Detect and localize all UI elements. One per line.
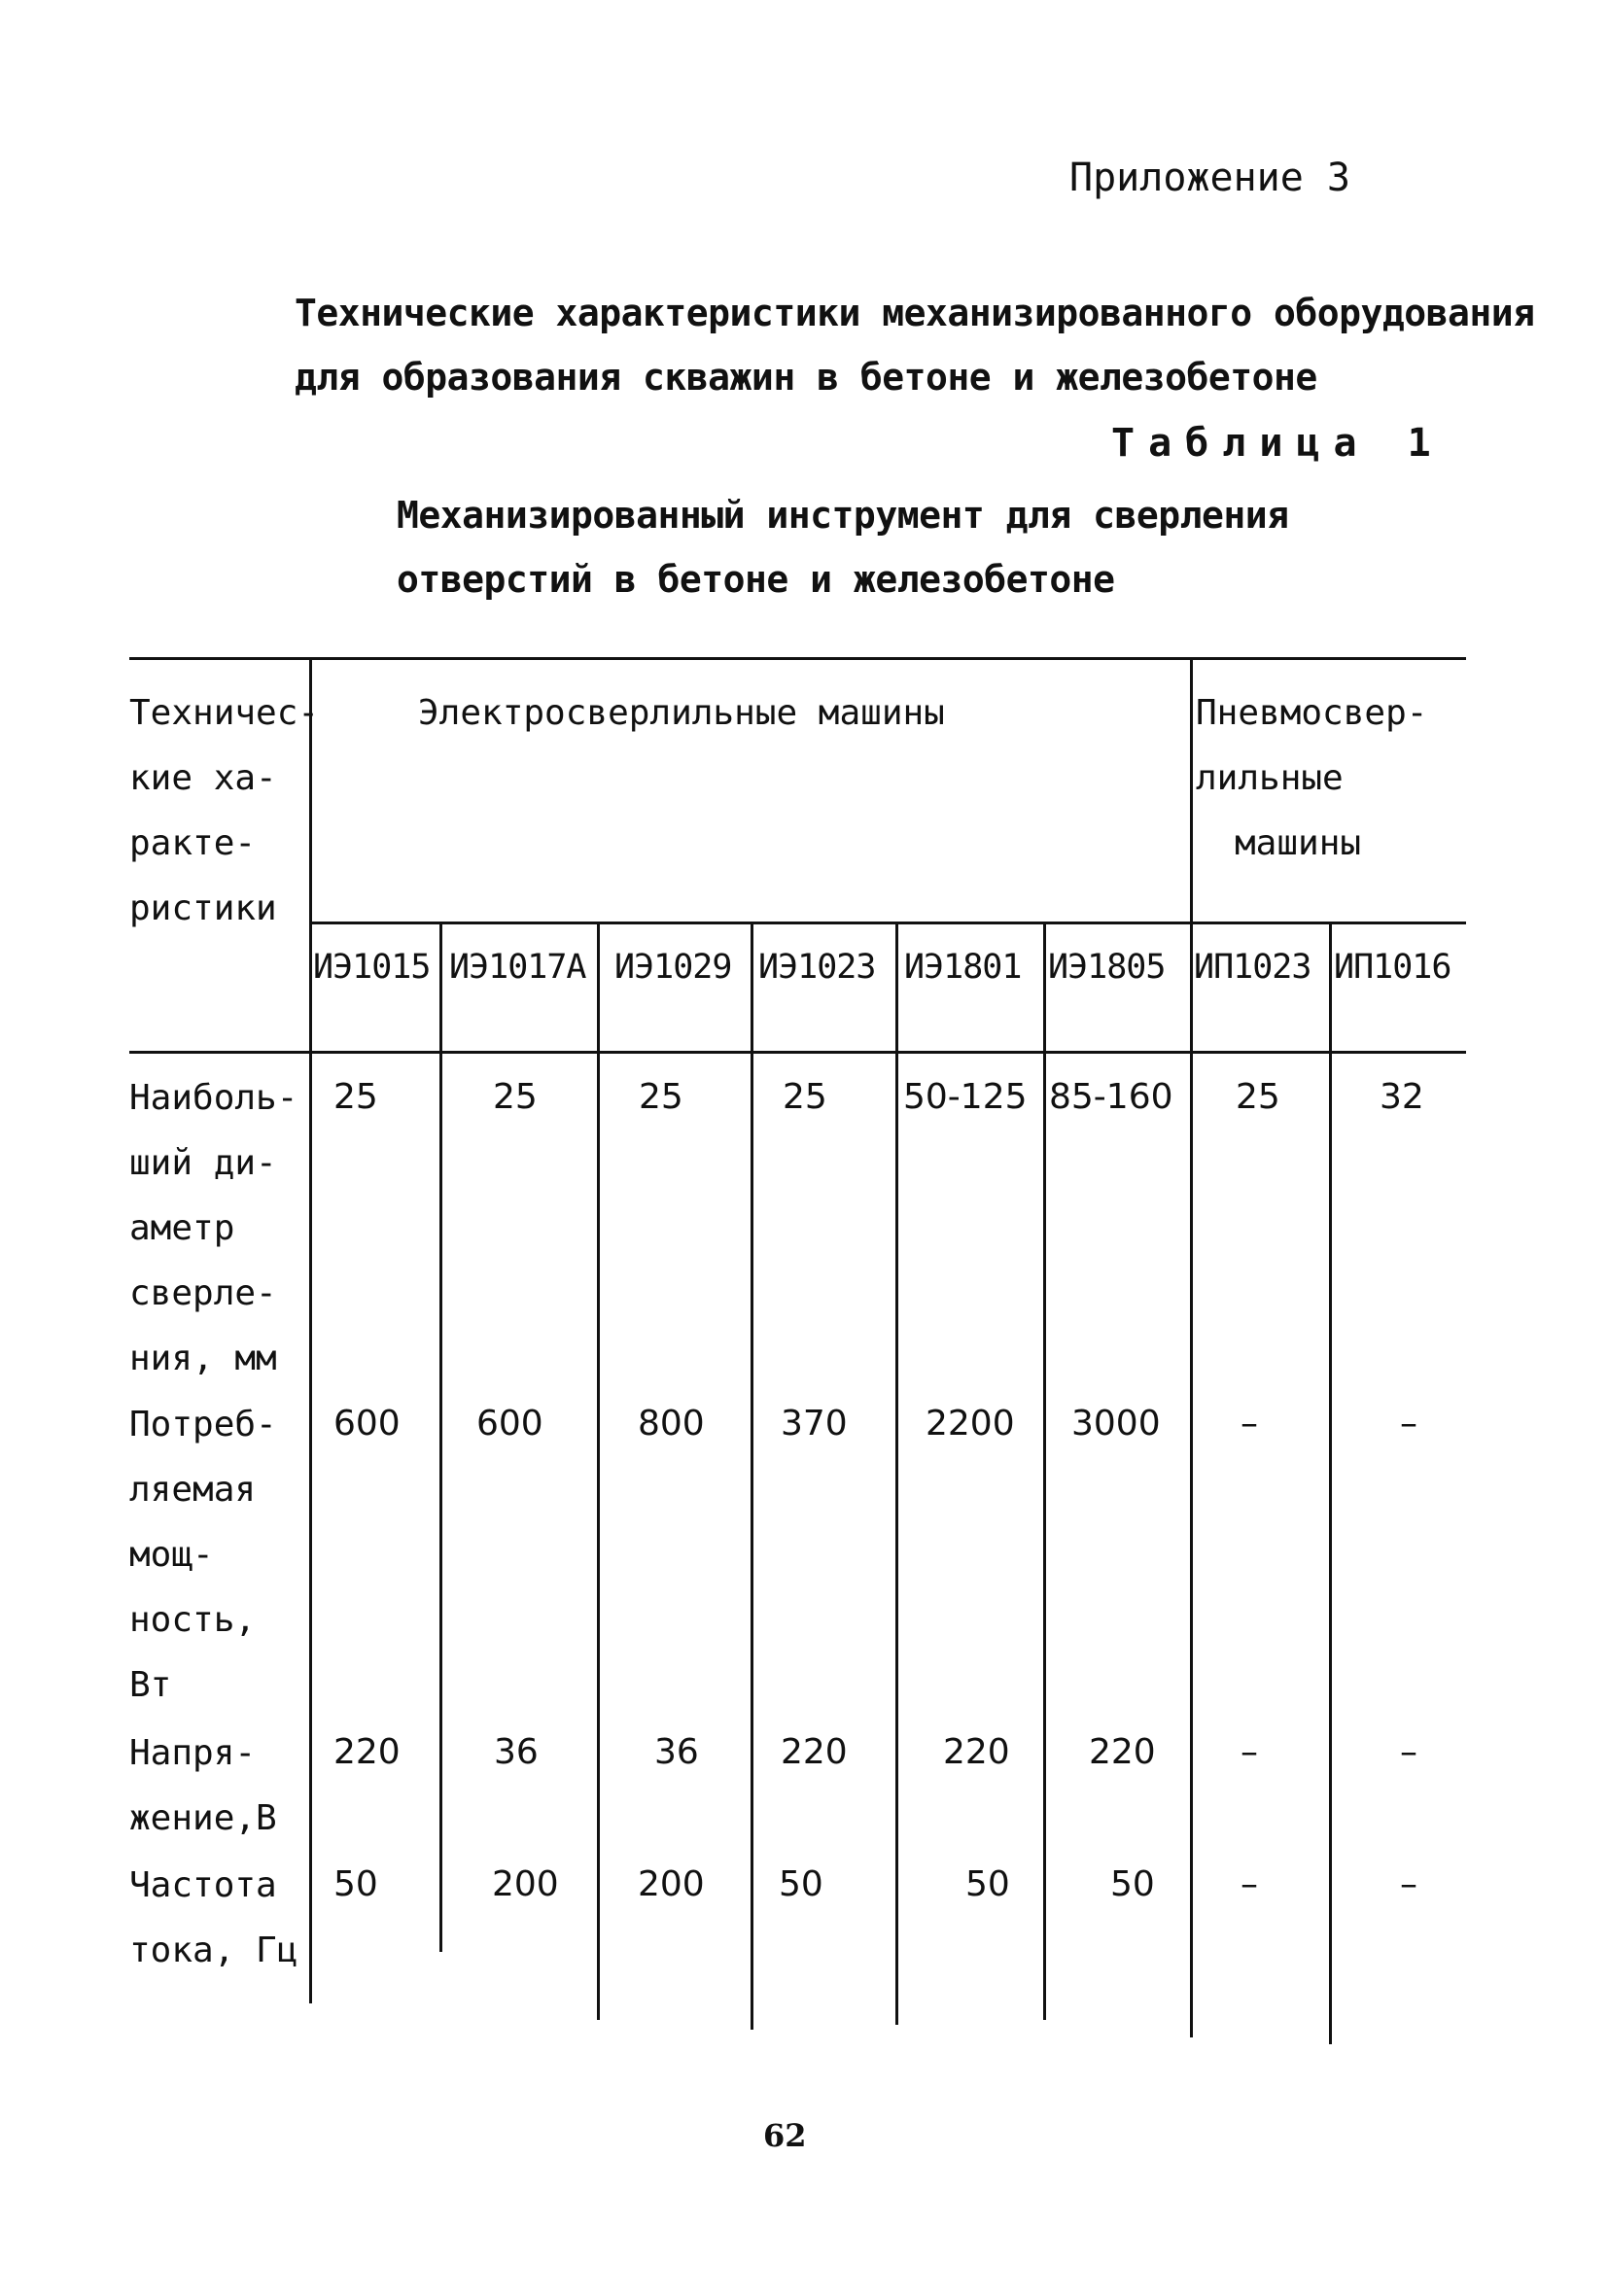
table-cell: 600 bbox=[333, 1404, 401, 1444]
row-label-power: Потреб- ляемая мощ- ность, Вт bbox=[129, 1405, 277, 1705]
table-cell: – bbox=[1241, 1404, 1258, 1444]
table-cell: 50 bbox=[333, 1864, 378, 1904]
table-cell: 50 bbox=[965, 1864, 1010, 1904]
table-cell: 800 bbox=[638, 1404, 705, 1444]
group-divider bbox=[1190, 657, 1193, 2037]
table-title-line-2: отверстий в бетоне и железобетоне bbox=[397, 558, 1115, 601]
column-divider bbox=[439, 922, 442, 1952]
table-cell: 85-160 bbox=[1049, 1077, 1173, 1117]
table-cell: 220 bbox=[1089, 1732, 1156, 1772]
page-number: 62 bbox=[763, 2117, 807, 2154]
table-cell: – bbox=[1400, 1864, 1417, 1904]
column-divider bbox=[1329, 922, 1332, 2044]
model-header: ИЭ1805 bbox=[1048, 948, 1166, 987]
table-cell: 3000 bbox=[1071, 1404, 1161, 1444]
pneumatic-group-header: Пневмосвер- лильные машины bbox=[1196, 693, 1428, 863]
appendix-label: Приложение 3 bbox=[1069, 156, 1350, 200]
model-header: ИЭ1017А bbox=[449, 948, 586, 987]
table-cell: 200 bbox=[492, 1864, 559, 1904]
electric-group-header: Электросверлильные машины bbox=[418, 693, 945, 733]
table-cell: – bbox=[1241, 1732, 1258, 1772]
column-divider bbox=[1043, 922, 1046, 2020]
table-cell: – bbox=[1400, 1404, 1417, 1444]
table-cell: 32 bbox=[1380, 1077, 1424, 1117]
model-header: ИЭ1801 bbox=[904, 948, 1022, 987]
table-title-line-1: Механизированный инструмент для сверления bbox=[397, 494, 1289, 537]
table-cell: 36 bbox=[494, 1732, 539, 1772]
model-header: ИЭ1023 bbox=[758, 948, 876, 987]
model-header: ИП1016 bbox=[1334, 948, 1451, 987]
model-header: ИЭ1015 bbox=[313, 948, 431, 987]
table-cell: 25 bbox=[783, 1077, 827, 1117]
table-cell: 50 bbox=[779, 1864, 823, 1904]
table-cell: 2200 bbox=[926, 1404, 1015, 1444]
model-header-rule bbox=[311, 922, 1466, 924]
document-title-line-2: для образования скважин в бетоне и железобетоне bbox=[295, 356, 1317, 399]
table-cell: 36 bbox=[654, 1732, 699, 1772]
column-divider bbox=[751, 922, 753, 2030]
table-cell: 370 bbox=[781, 1404, 848, 1444]
table-top-rule bbox=[129, 657, 1466, 660]
column-divider bbox=[597, 922, 600, 2020]
table-cell: 25 bbox=[639, 1077, 683, 1117]
table-cell: 25 bbox=[493, 1077, 538, 1117]
header-bottom-rule bbox=[129, 1051, 1466, 1054]
row-label-diameter: Наиболь- ший ди- аметр сверле- ния, мм bbox=[129, 1078, 298, 1378]
table-cell: 600 bbox=[476, 1404, 543, 1444]
model-header: ИП1023 bbox=[1194, 948, 1311, 987]
table-cell: – bbox=[1400, 1732, 1417, 1772]
table-cell: 220 bbox=[943, 1732, 1010, 1772]
table-cell: 200 bbox=[638, 1864, 705, 1904]
table-cell: 50-125 bbox=[903, 1077, 1028, 1117]
table-cell: – bbox=[1241, 1864, 1258, 1904]
row-label-frequency: Частота тока, Гц bbox=[129, 1865, 298, 1970]
table-cell: 25 bbox=[1236, 1077, 1280, 1117]
table-label: Таблица 1 bbox=[1111, 421, 1445, 466]
model-header: ИЭ1029 bbox=[614, 948, 732, 987]
row-label-voltage: Напря- жение,В bbox=[129, 1733, 277, 1838]
table-cell: 25 bbox=[333, 1077, 378, 1117]
table-cell: 50 bbox=[1110, 1864, 1155, 1904]
document-title-line-1: Технические характеристики механизированного оборудования bbox=[295, 292, 1535, 334]
characteristics-header: Техничес- кие ха- ракте- ристики bbox=[129, 693, 320, 928]
column-divider bbox=[895, 922, 898, 2025]
table-cell: 220 bbox=[781, 1732, 848, 1772]
table-cell: 220 bbox=[333, 1732, 401, 1772]
